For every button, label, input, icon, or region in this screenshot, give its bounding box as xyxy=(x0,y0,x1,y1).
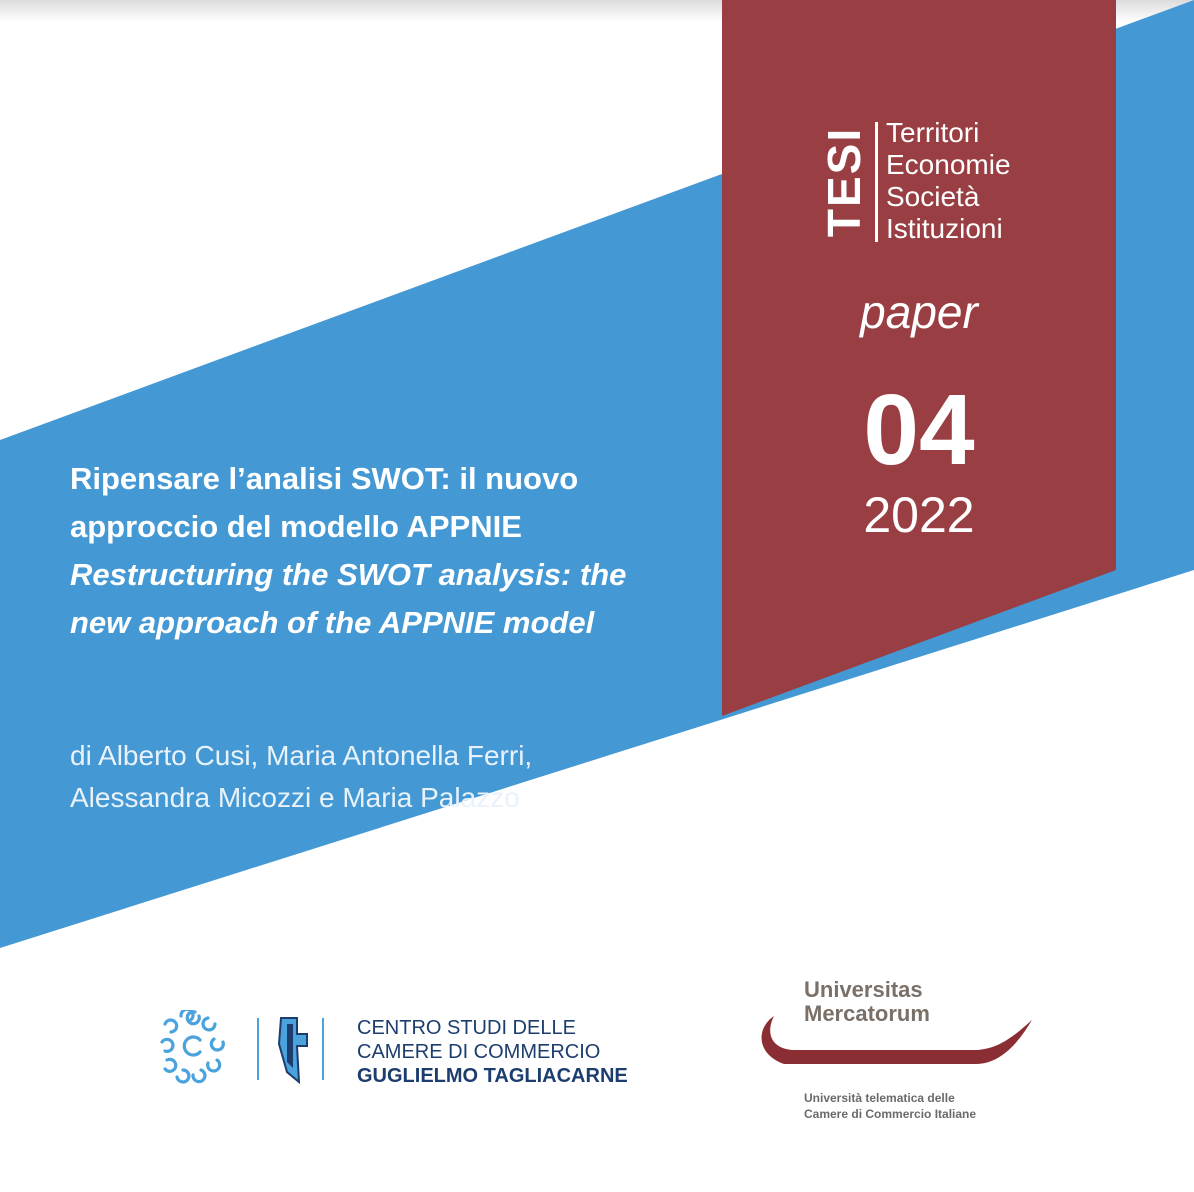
tesi-word: Territori xyxy=(886,117,980,148)
authors-line: Alessandra Micozzi e Maria Palazzo xyxy=(70,782,520,813)
universitas-subtitle xyxy=(804,1090,976,1122)
tesi-word: Economie xyxy=(886,149,1011,180)
paper-label: paper xyxy=(860,286,978,338)
tesi-word: Istituzioni xyxy=(886,213,1003,244)
universitas-line: Mercatorum xyxy=(804,1001,930,1026)
authors xyxy=(70,735,690,819)
title-english-line: Restructuring the SWOT analysis: the xyxy=(70,557,627,592)
title-italian-line: approccio del modello APPNIE xyxy=(70,509,522,544)
tesi-divider xyxy=(875,122,878,242)
paper-year: 2022 xyxy=(863,487,975,543)
paper-title xyxy=(70,455,720,647)
universitas-line: Universitas xyxy=(804,977,923,1002)
paper-number: 04 xyxy=(863,374,975,486)
title-italian-line: Ripensare l’analisi SWOT: il nuovo xyxy=(70,461,579,496)
centro-studi-text xyxy=(357,1016,628,1088)
centro-studi-line: CENTRO STUDI DELLE xyxy=(357,1017,576,1039)
centro-studi-line: GUGLIELMO TAGLIACARNE xyxy=(357,1065,628,1087)
universitas-arc-icon xyxy=(756,1010,1041,1075)
universitas-sub-line: Camere di Commercio Italiane xyxy=(804,1107,977,1121)
tesi-words xyxy=(886,117,1011,245)
centro-studi-line: CAMERE DI COMMERCIO xyxy=(357,1041,601,1063)
tesi-word: Società xyxy=(886,181,980,212)
title-english-line: new approach of the APPNIE model xyxy=(70,605,595,640)
tesi-acronym: TESI xyxy=(818,126,870,238)
camere-commercio-logo xyxy=(155,1010,325,1090)
authors-line: di Alberto Cusi, Maria Antonella Ferri, xyxy=(70,740,533,771)
universitas-sub-line: Università telematica delle xyxy=(804,1091,955,1105)
